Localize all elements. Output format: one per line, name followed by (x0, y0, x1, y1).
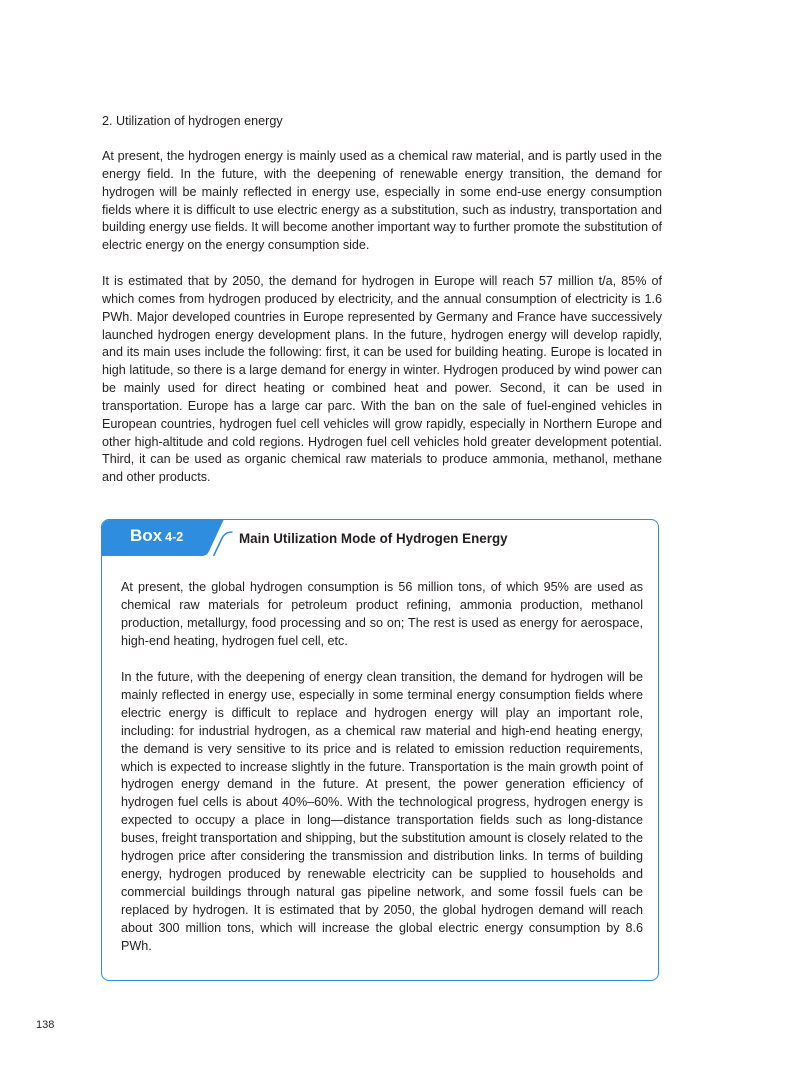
page-number: 138 (36, 1019, 55, 1031)
box-paragraph: At present, the global hydrogen consumption is 56 million tons, of which 95% are used as chemical raw materials for petroleum product refining, ammonia production, methanol production, metallurgy, food processing and so on; The rest is used as energy for aerospace, high-end heating, hydrogen fuel cell, etc. (121, 580, 643, 648)
box-paragraph: In the future, with the deepening of energy clean transition, the demand for hydrogen will be mainly reflected in energy use, especially in some terminal energy consumption fields where electric energy is difficult to replace and hydrogen energy will play an important role, including: for industrial hydrogen, as a chemical raw material and high-end heating energy, the demand is very sensitive to its price and is related to emission reduction requirements, which is expected to increase slightly in the future. Transportation is the main growth point of hydrogen energy demand in the future. At present, the power generation efficiency of hydrogen fuel cells is about 40%–60%. With the technological progress, hydrogen energy is expected to occupy a place in long—distance transportation fields such as long-distance buses, freight transportation and shipping, but the substitution amount is closely related to the hydrogen price after considering the transmission and distribution links. In terms of building energy, hydrogen produced by renewable electricity can be supplied to households and commercial buildings through natural gas pipeline network, and some fossil fuels can be replaced by hydrogen. It is estimated that by 2050, the global hydrogen demand will reach about 300 million tons, which will increase the global electric energy consumption by 8.6 PWh. (121, 670, 643, 953)
body-paragraph: It is estimated that by 2050, the demand for hydrogen in Europe will reach 57 million t/a, 85% of which comes from hydrogen produced by electricity, and the annual consumption of electricity is 1.6 PWh. Major developed countries in Europe represented by Germany and France have successively launched hydrogen energy development plans. In the future, hydrogen energy will develop rapidly, and its main uses include the following: first, it can be used for building heating. Europe is located in high latitude, so there is a large demand for energy in winter. Hydrogen produced by wind power can be mainly used for direct heating or combined heat and power. Second, it can be used in transportation. Europe has a large car parc. With the ban on the sale of fuel-engined vehicles in European countries, hydrogen fuel cell vehicles will grow rapidly, especially in Northern Europe and other high-altitude and cold regions. Hydrogen fuel cell vehicles hold greater development potential. Third, it can be used as organic chemical raw materials to produce ammonia, methanol, methane and other products. (102, 274, 662, 485)
box-label-word: Box (130, 526, 163, 545)
box-4-2 (101, 519, 659, 981)
box-label (130, 526, 183, 547)
body-paragraph: At present, the hydrogen energy is mainly used as a chemical raw material, and is partly used in the energy field. In the future, with the deepening of renewable energy transition, the demand for hydrogen will be mainly reflected in energy use, especially in some end-use energy consumption fields where it is difficult to use electric energy as a substitution, such as industry, transportation and building energy use fields. It will become another important way to further promote the substitution of electric energy on the energy consumption side. (102, 149, 662, 253)
box-title: Main Utilization Mode of Hydrogen Energy (239, 531, 508, 546)
section-title: 2. Utilization of hydrogen energy (102, 114, 283, 128)
box-number: 4-2 (165, 530, 184, 544)
